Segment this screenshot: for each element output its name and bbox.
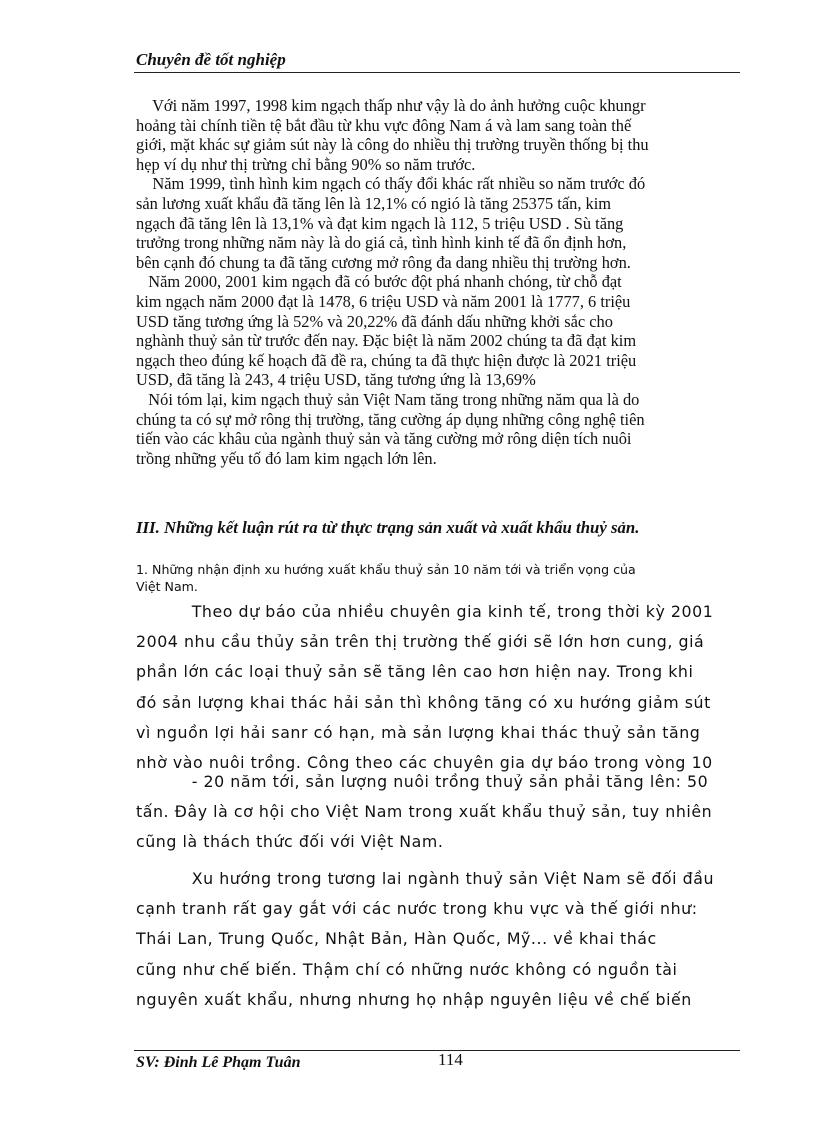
intro-line: giới, mặt khác sự giảm sút này là công do nhiều thị trường truyền thống bị thu (136, 135, 649, 155)
intro-line: Năm 1999, tình hình kim ngạch có thấy đổi khác rất nhiều so năm trước đó (136, 174, 646, 194)
body-line: Xu hướng trong tương lai ngành thuỷ sản Việt Nam sẽ đối đầu (136, 869, 715, 888)
intro-line: USD tăng tương ứng là 52% và 20,22% đã đánh dấu những khởi sắc cho (136, 311, 613, 331)
section-heading: III. Những kết luận rút ra từ thực trạng sản xuất và xuất khẩu thuỷ sản. (136, 518, 640, 537)
intro-line: bên cạnh đó chung ta đã tăng cương mở rông đa dang nhiều thị trường hơn. (136, 252, 631, 272)
intro-line: ngạch theo đúng kế hoạch đã đề ra, chúng ta đã thực hiện được là 2021 triệu (136, 350, 637, 370)
body-line: cạnh tranh rất gay gắt với các nước trong khu vực và thế giới như: (136, 899, 698, 919)
intro-line: nghành thuỷ sản từ trước đến nay. Đặc biệt là năm 2002 chúng ta đã đạt kim (136, 331, 637, 351)
footer-author: SV: Đinh Lê Phạm Tuân (136, 1054, 301, 1071)
intro-line: USD, đã tăng là 243, 4 triệu USD, tăng tương ứng là 13,69% (136, 370, 536, 390)
intro-line: trồng những yếu tố đó lam kim ngạch lớn lên. (136, 448, 437, 468)
intro-line: hoảng tài chính tiền tệ bắt đầu từ khu vực đông Nam á và lam sang toàn thế (136, 115, 632, 135)
sub-heading (136, 561, 740, 595)
intro-line: Với năm 1997, 1998 kim ngạch thấp như vậy là do ảnh hưởng cuộc khungr (136, 96, 646, 115)
intro-line: tiến vào các khâu của ngành thuỷ sản và tăng cường mở rông diện tích nuôi (136, 429, 632, 449)
intro-line: sản lương xuất khẩu đã tăng lên là 12,1% có ngió là tăng 25375 tấn, kim (136, 193, 612, 213)
intro-line: kim ngạch năm 2000 đạt là 1478, 6 triệu USD và năm 2001 là 1777, 6 triệu (136, 291, 631, 311)
body-line: 2004 nhu cầu thủy sản trên thị trường thế giới sẽ lớn hơn cung, giá (136, 632, 705, 652)
body-line: nguyên xuất khẩu, nhưng nhưng họ nhập nguyên liệu về chế biến (136, 989, 692, 1009)
intro-line: ngạch đã tăng lên là 13,1% và đạt kim ngạch là 112, 5 triệu USD . Sù tăng (136, 213, 624, 233)
intro-line: Nói tóm lại, kim ngạch thuỷ sản Việt Nam tăng trong những năm qua là do (136, 389, 640, 409)
intro-paragraphs (136, 96, 740, 468)
page-number: 114 (438, 1050, 463, 1069)
sub-heading-line: 1. Những nhận định xu hướng xuất khẩu thuỷ sản 10 năm tới và triển vọng của (136, 562, 636, 577)
body-line: - 20 năm tới, sản lượng nuôi trồng thuỷ sản phải tăng lên: 50 (136, 772, 709, 791)
body-line: nhờ vào nuôi trồng. Công theo các chuyên gia dự báo trong vòng 10 (136, 753, 713, 773)
intro-section (136, 96, 740, 468)
body-paragraph-forecast (136, 597, 746, 778)
body-line: Theo dự báo của nhiều chuyên gia kinh tế, trong thời kỳ 2001 (136, 602, 714, 621)
body-line: cũng là thách thức đối với Việt Nam. (136, 832, 444, 852)
body-paragraph-competition (136, 864, 746, 1015)
intro-line: trưởng trong những năm này là do giá cả, tình hình kinh tế đã ổn định hơn, (136, 233, 627, 253)
body-line: phần lớn các loại thuỷ sản sẽ tăng lên cao hơn hiện nay. Trong khi (136, 662, 694, 682)
sub-heading-line: Việt Nam. (136, 579, 198, 594)
body-paragraph-opportunity (136, 767, 746, 858)
body-line: tấn. Đây là cơ hội cho Việt Nam trong xuất khẩu thuỷ sản, tuy nhiên (136, 802, 713, 822)
body-line: cũng như chế biến. Thậm chí có những nước không có nguồn tài (136, 959, 678, 979)
header-title: Chuyên đề tốt nghiệp (136, 50, 286, 69)
footer-divider (134, 1050, 740, 1051)
intro-line: chúng ta có sự mở rông thị trường, tăng cường áp dụng những công nghệ tiên (136, 409, 645, 429)
body-line: vì nguồn lợi hải sanr có hạn, mà sản lượng khai thác thuỷ sản tăng (136, 722, 701, 742)
intro-line: Năm 2000, 2001 kim ngạch đã có bước đột phá nhanh chóng, từ chỗ đạt (136, 272, 622, 292)
intro-line: hẹp ví dụ như thị trừng chỉ bằng 90% so năm trước. (136, 154, 476, 174)
body-line: Thái Lan, Trung Quốc, Nhật Bản, Hàn Quốc, Mỹ... về khai thác (136, 929, 657, 949)
body-line: đó sản lượng khai thác hải sản thì không tăng có xu hướng giảm sút (136, 692, 711, 712)
header-divider (134, 72, 740, 73)
